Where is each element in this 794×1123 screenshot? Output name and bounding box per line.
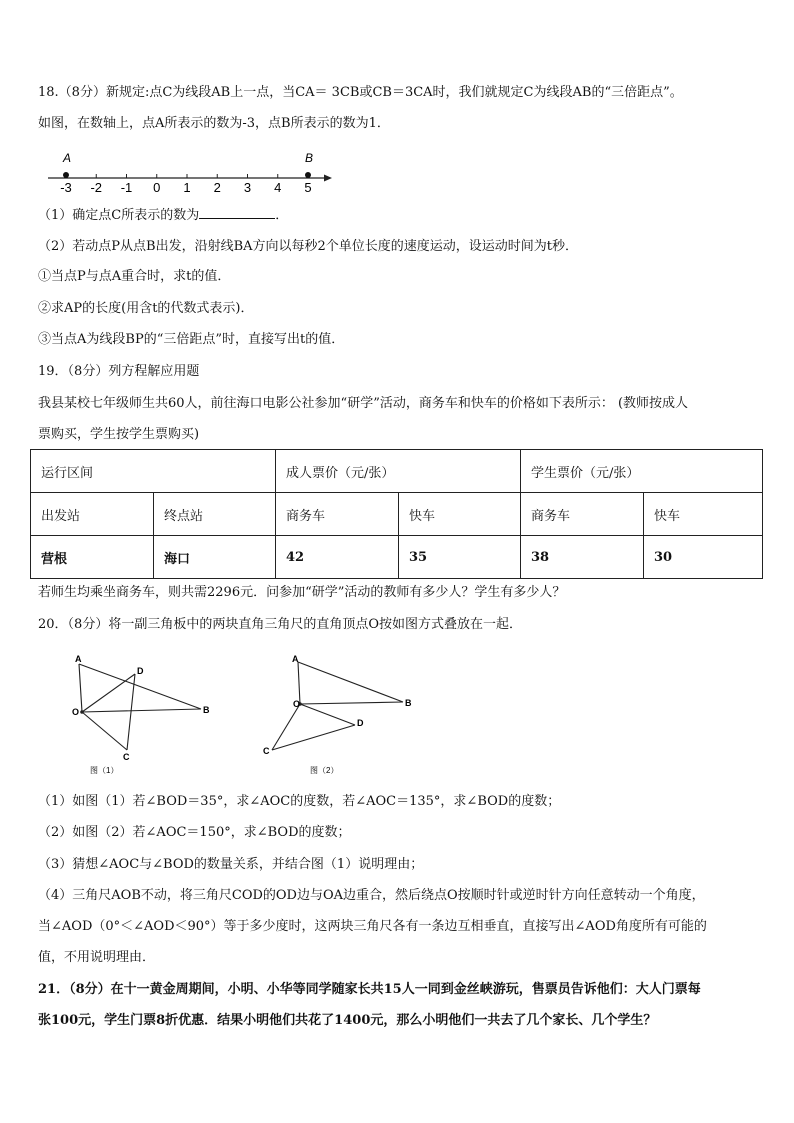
table-row bbox=[31, 493, 763, 536]
point-b-label: B bbox=[305, 151, 314, 165]
tick-label: 5 bbox=[304, 180, 312, 194]
segment-od bbox=[300, 704, 355, 725]
tick-label: 4 bbox=[274, 180, 282, 194]
label-o: O bbox=[72, 707, 80, 717]
number-line-figure bbox=[44, 148, 344, 194]
segment-oa bbox=[79, 664, 82, 712]
point-b-dot bbox=[305, 172, 311, 178]
table-cell: 38 bbox=[521, 536, 644, 579]
figure-2 bbox=[258, 652, 418, 777]
q20-title: 20．（8分）将一副三角板中的两块直角三角尺的直角顶点O按如图方式叠放在一起． bbox=[38, 617, 522, 632]
tick-label: 3 bbox=[243, 180, 252, 194]
tick-label: 2 bbox=[213, 180, 221, 194]
q20-part4-line1: （4）三角尺AOB不动，将三角尺COD的OD边与OA边重合，然后绕点O按顺时针或逆时针方向任意转动一个角度， bbox=[38, 888, 705, 903]
q18-sub3: ③当点A为线段BP的“三倍距点”时，直接写出t的值． bbox=[38, 332, 345, 347]
q21-line2: 张100元，学生门票8折优惠．结果小明他们共花了1400元，那么小明他们一共去了几个家长、几个学生？ bbox=[38, 1013, 657, 1028]
q18-line2: 如图，在数轴上，点A所表示的数为-3，点B所表示的数为1． bbox=[38, 116, 390, 131]
q20-part4-line2: 当∠AOD（0°＜∠AOD＜90°）等于多少度时，这两块三角尺各有一条边互相垂直，直接写出∠AOD角度所有可能的 bbox=[38, 919, 707, 934]
table-header-cell: 成人票价（元/张） bbox=[276, 450, 521, 493]
q20-part2: （2）如图（2）若∠AOC＝150°，求∠BOD的度数； bbox=[38, 825, 351, 840]
segment-ob bbox=[300, 702, 403, 704]
figure-2-caption: 图（2） bbox=[310, 766, 339, 775]
segment-oa bbox=[298, 662, 300, 704]
label-a: A bbox=[292, 654, 299, 664]
table-cell: 营根 bbox=[31, 536, 154, 579]
table-header-cell: 学生票价（元/张） bbox=[521, 450, 763, 493]
table-cell: 42 bbox=[276, 536, 399, 579]
figure-1-caption: 图（1） bbox=[90, 766, 119, 775]
table-row bbox=[31, 536, 763, 579]
table-row bbox=[31, 450, 763, 493]
vertex-o-dot bbox=[80, 710, 84, 714]
tick-label: -3 bbox=[60, 180, 72, 194]
tick-label: 1 bbox=[183, 180, 191, 194]
segment-ab bbox=[298, 662, 403, 702]
segment-ob bbox=[82, 709, 201, 712]
table-cell: 海口 bbox=[154, 536, 276, 579]
q19-question: 若师生均乘坐商务车，则共需2296元．问参加“研学”活动的教师有多少人？学生有多少人？ bbox=[38, 585, 566, 600]
table-cell: 35 bbox=[399, 536, 521, 579]
q20-part1: （1）如图（1）若∠BOD＝35°，求∠AOC的度数，若∠AOC＝135°，求∠BOD的度数； bbox=[38, 794, 561, 809]
tick-label: -2 bbox=[90, 180, 103, 194]
label-b: B bbox=[203, 705, 210, 715]
q20-part3: （3）猜想∠AOC与∠BOD的数量关系，并结合图（1）说明理由； bbox=[38, 857, 424, 872]
q19-line2: 票购买，学生按学生票购买) bbox=[38, 427, 200, 442]
axis-arrow-icon bbox=[324, 175, 332, 182]
segment-dc bbox=[127, 674, 135, 750]
label-o: O bbox=[293, 699, 301, 709]
label-a: A bbox=[75, 654, 82, 664]
segment-oc bbox=[82, 712, 127, 750]
tick-label: -1 bbox=[120, 180, 133, 194]
label-d: D bbox=[137, 666, 144, 676]
label-c: C bbox=[263, 746, 270, 756]
q18-part2: （2）若动点P从点B出发，沿射线BA方向以每秒2个单位长度的速度运动，设运动时间为t秒． bbox=[38, 239, 579, 254]
fare-table bbox=[30, 449, 763, 579]
label-d: D bbox=[357, 718, 364, 728]
table-header-cell: 快车 bbox=[644, 493, 763, 536]
q18-part1-suffix: ． bbox=[275, 208, 289, 223]
q18-line1: 18.（8分）新规定:点C为线段AB上一点，当CA＝ 3CB或CB＝3CA时，我们就规定C为线段AB的“三倍距点”。 bbox=[38, 85, 683, 100]
table-header-cell: 商务车 bbox=[276, 493, 399, 536]
q19-title: 19．（8分）列方程解应用题 bbox=[38, 364, 200, 379]
q19-line1: 我县某校七年级师生共60人，前往海口电影公社参加“研学”活动，商务车和快车的价格如下表所示： (教师按成人 bbox=[38, 396, 689, 411]
point-a-label: A bbox=[63, 151, 72, 165]
answer-blank bbox=[199, 206, 275, 219]
point-a-dot bbox=[63, 172, 69, 178]
label-c: C bbox=[123, 752, 130, 762]
table-header-cell: 出发站 bbox=[31, 493, 154, 536]
segment-od bbox=[82, 674, 135, 712]
q21-line1: 21．（8分）在十一黄金周期间，小明、小华等同学随家长共15人一同到金丝峡游玩，售票员告诉他们：大人门票每 bbox=[38, 982, 701, 997]
q20-part4-line3: 值，不用说明理由． bbox=[38, 950, 156, 965]
label-b: B bbox=[405, 698, 412, 708]
table-header-cell: 运行区间 bbox=[31, 450, 276, 493]
figure-1 bbox=[70, 652, 220, 777]
number-line-ticks bbox=[60, 174, 311, 194]
q18-sub2: ②求AP的长度(用含t的代数式表示)． bbox=[38, 301, 254, 316]
table-header-cell: 商务车 bbox=[521, 493, 644, 536]
table-header-cell: 终点站 bbox=[154, 493, 276, 536]
q18-part1-prefix: （1）确定点C所表示的数为 bbox=[38, 208, 200, 223]
q18-part1 bbox=[38, 206, 288, 225]
table-header-cell: 快车 bbox=[399, 493, 521, 536]
q18-sub1: ①当点P与点A重合时，求t的值． bbox=[38, 269, 231, 284]
tick-label: 0 bbox=[153, 180, 161, 194]
table-cell: 30 bbox=[644, 536, 763, 579]
